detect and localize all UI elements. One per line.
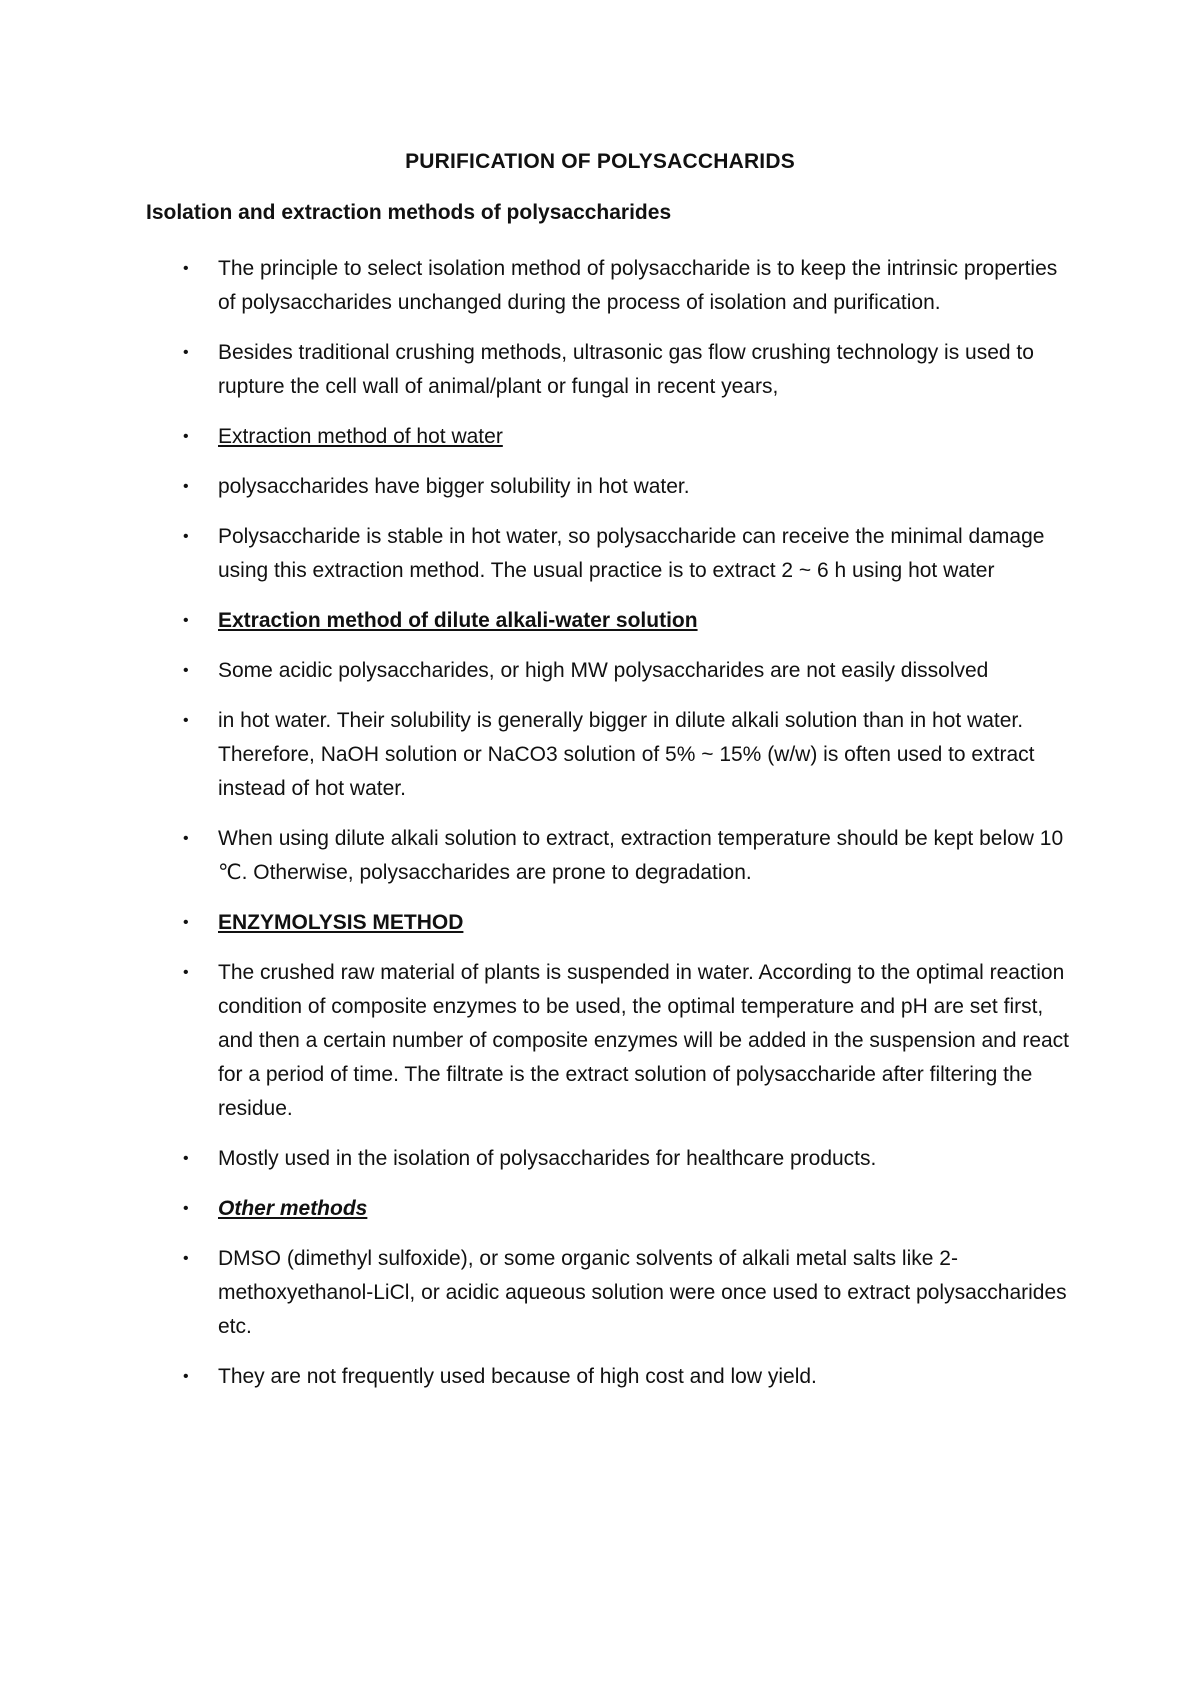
bullet-icon: • — [183, 612, 189, 629]
list-item-text: The principle to select isolation method of polysaccharide is to keep the intrinsic properties of polysaccharides unchanged during the process of isolation and purification. — [218, 257, 1058, 314]
list-item — [146, 470, 1076, 504]
subsection-heading-hot-water: Extraction method of hot water — [218, 425, 503, 448]
list-item-text: Mostly used in the isolation of polysaccharides for healthcare products. — [218, 1147, 877, 1170]
list-item-text: When using dilute alkali solution to extract, extraction temperature should be kept below 10 ℃. Otherwise, polysaccharides are prone to degradation. — [218, 827, 1064, 884]
bullet-icon: • — [183, 964, 189, 981]
subsection-heading-enzymolysis: ENZYMOLYSIS METHOD — [218, 911, 464, 934]
list-item — [146, 520, 1076, 588]
list-item — [146, 654, 1076, 688]
list-item — [146, 704, 1076, 806]
bullet-icon: • — [183, 478, 189, 495]
list-item — [146, 252, 1076, 320]
list-item — [146, 336, 1076, 404]
list-item — [146, 1142, 1076, 1176]
list-item-text: Some acidic polysaccharides, or high MW polysaccharides are not easily dissolved — [218, 659, 989, 682]
bullet-icon: • — [183, 1250, 189, 1267]
list-item — [146, 1360, 1076, 1394]
list-item-text: DMSO (dimethyl sulfoxide), or some organic solvents of alkali metal salts like 2-methoxyethanol-LiCl, or acidic aqueous solution were once used to extract polysaccharides etc. — [218, 1247, 1067, 1338]
bullet-icon: • — [183, 712, 189, 729]
list-item-text: polysaccharides have bigger solubility in hot water. — [218, 475, 690, 498]
bullet-icon: • — [183, 260, 189, 277]
subsection-heading-other-methods: Other methods — [218, 1197, 368, 1220]
subsection-heading-dilute-alkali: Extraction method of dilute alkali-water solution — [218, 609, 698, 632]
bullet-icon: • — [183, 1150, 189, 1167]
list-item-text: Besides traditional crushing methods, ultrasonic gas flow crushing technology is used to rupture the cell wall of animal/plant or fungal in recent years, — [218, 341, 1034, 398]
list-item-text: in hot water. Their solubility is generally bigger in dilute alkali solution than in hot water. Therefore, NaOH solution or NaCO3 solution of 5% ~ 15% (w/w) is often used to extract instead of hot water. — [218, 709, 1035, 800]
bullet-icon: • — [183, 1368, 189, 1385]
bullet-icon: • — [183, 914, 189, 931]
bullet-icon: • — [183, 1200, 189, 1217]
section-heading: Isolation and extraction methods of polysaccharides — [146, 201, 672, 224]
list-item — [146, 906, 1076, 940]
bullet-icon: • — [183, 428, 189, 445]
list-item-text: They are not frequently used because of high cost and low yield. — [218, 1365, 817, 1388]
bullet-icon: • — [183, 344, 189, 361]
bullet-icon: • — [183, 662, 189, 679]
bullet-list — [146, 252, 1076, 1410]
list-item — [146, 1242, 1076, 1344]
list-item — [146, 604, 1076, 638]
list-item — [146, 1192, 1076, 1226]
list-item — [146, 822, 1076, 890]
page-title: PURIFICATION OF POLYSACCHARIDS — [405, 150, 795, 173]
bullet-icon: • — [183, 830, 189, 847]
list-item — [146, 420, 1076, 454]
list-item — [146, 956, 1076, 1126]
list-item-text: The crushed raw material of plants is suspended in water. According to the optimal reaction condition of composite enzymes to be used, the optimal temperature and pH are set first, and then a certain number of composite enzymes will be added in the suspension and react for a period of time. The filtrate is the extract solution of polysaccharide after filtering the residue. — [218, 961, 1070, 1120]
bullet-icon: • — [183, 528, 189, 545]
list-item-text: Polysaccharide is stable in hot water, so polysaccharide can receive the minimal damage using this extraction method. The usual practice is to extract 2 ~ 6 h using hot water — [218, 525, 1045, 582]
